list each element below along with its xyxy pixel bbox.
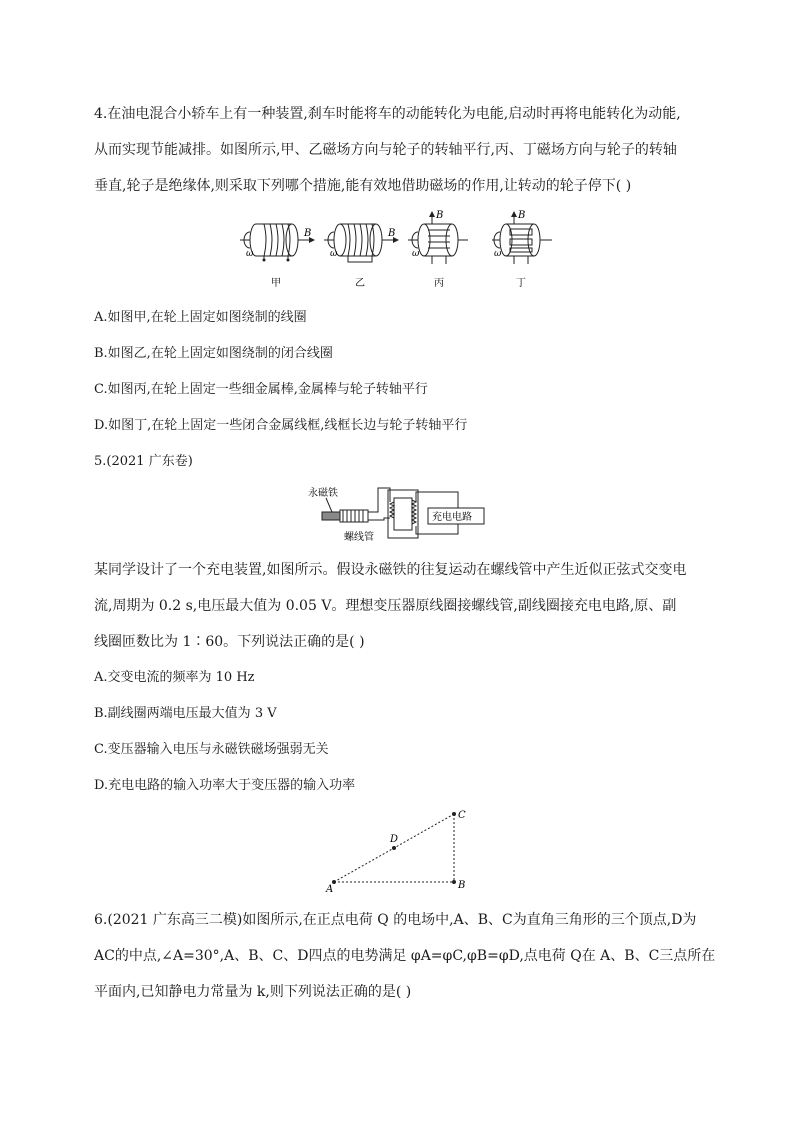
point-d xyxy=(392,846,396,850)
q6-figure xyxy=(320,806,480,896)
caption-jia: 甲 xyxy=(271,278,281,289)
omega-label-bing: ω xyxy=(412,249,420,259)
point-c xyxy=(452,812,456,816)
field-label-ding: B xyxy=(518,210,526,221)
q4-option-b: B.如图乙,在轮上固定如图绕制的闭合线圈 xyxy=(94,346,333,361)
q4-stem-line-3: 垂直,轮子是绝缘体,则采取下列哪个措施,能有效地借助磁场的作用,让转动的轮子停下( ) xyxy=(94,178,632,194)
label-c: C xyxy=(458,810,466,821)
caption-ding: 丁 xyxy=(516,278,526,289)
omega-label-jia: ω xyxy=(246,249,254,259)
triangle-diagram xyxy=(320,806,480,896)
field-label-yi: B xyxy=(388,228,396,239)
q4-stem-line-2: 从而实现节能减排。如图所示,甲、乙磁场方向与轮子的转轴平行,丙、丁磁场方向与轮子的转轴 xyxy=(94,142,677,158)
q4-option-d: D.如图丁,在轮上固定一些闭合金属线框,线框长边与轮子转轴平行 xyxy=(94,418,468,433)
solenoid-label: 螺线管 xyxy=(344,532,374,543)
wheels-diagram xyxy=(240,210,560,290)
caption-bing: 丙 xyxy=(434,278,444,289)
omega-label-ding: ω xyxy=(494,249,502,259)
point-b xyxy=(452,880,456,884)
q6-stem-line-1: 6.(2021 广东高三二模)如图所示,在正点电荷 Q 的电场中,A、B、C为直角三角形的三个顶点,D为 xyxy=(94,912,697,928)
q4-option-a: A.如图甲,在轮上固定如图绕制的线圈 xyxy=(94,310,307,325)
q4-figure xyxy=(240,210,560,290)
q5-figure xyxy=(308,482,488,544)
label-a: A xyxy=(326,884,334,895)
label-b: B xyxy=(458,880,466,891)
caption-yi: 乙 xyxy=(355,278,365,289)
charging-device-diagram xyxy=(308,482,488,544)
field-label-bing: B xyxy=(436,210,444,221)
q5-stem-line-2: 流,周期为 0.2 s,电压最大值为 0.05 V。理想变压器原线圈接螺线管,副线圈接充电电路,原、副 xyxy=(94,598,677,614)
q4-stem-line-1: 4.在油电混合小轿车上有一种装置,刹车时能将车的动能转化为电能,启动时再将电能转化为动能, xyxy=(94,106,681,122)
label-d: D xyxy=(390,834,399,845)
q5-stem-line-3: 线圈匝数比为 1∶60。下列说法正确的是( ) xyxy=(94,634,365,650)
q5-header: 5.(2021 广东卷) xyxy=(94,454,193,469)
solenoid xyxy=(340,510,368,522)
field-label-jia: B xyxy=(304,228,312,239)
q4-option-c: C.如图丙,在轮上固定一些细金属棒,金属棒与轮子转轴平行 xyxy=(94,382,428,397)
omega-label-yi: ω xyxy=(330,249,338,259)
q5-option-a: A.交变电流的频率为 10 Hz xyxy=(94,670,255,685)
q5-option-d: D.充电电路的输入功率大于变压器的输入功率 xyxy=(94,778,356,793)
charging-circuit-label: 充电电路 xyxy=(432,512,472,523)
q6-stem-line-2: AC的中点,∠A=30°,A、B、C、D四点的电势满足 φA=φC,φB=φD,点电荷 Q在 A、B、C三点所在 xyxy=(94,948,716,964)
q6-stem-line-3: 平面内,已知静电力常量为 k,则下列说法正确的是( ) xyxy=(94,984,412,1000)
q5-option-b: B.副线圈两端电压最大值为 3 V xyxy=(94,706,277,721)
q5-stem-line-1: 某同学设计了一个充电装置,如图所示。假设永磁铁的往复运动在螺线管中产生近似正弦式交变电 xyxy=(94,562,687,578)
q5-option-c: C.变压器输入电压与永磁铁磁场强弱无关 xyxy=(94,742,329,757)
magnet-label: 永磁铁 xyxy=(308,488,338,499)
